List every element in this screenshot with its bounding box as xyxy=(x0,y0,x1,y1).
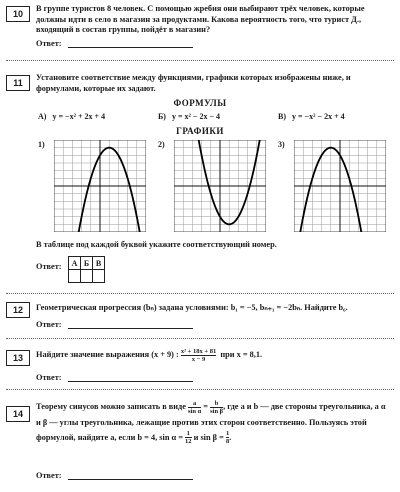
fraction-numerator: 1 xyxy=(225,430,230,438)
text-part-4: . xyxy=(229,432,232,442)
fraction-denominator: 12 xyxy=(185,438,192,446)
formula-b xyxy=(158,112,220,121)
formula-c xyxy=(278,112,345,121)
formula-label: Б) xyxy=(158,112,166,121)
task-text: Геометрическая прогрессия (bₙ) задана условиями: b₁ = −5, bₙ₊₁ = −2bₙ. Найдите b₆. xyxy=(36,303,348,312)
instruction: В таблице под каждой буквой укажите соответствующий номер. xyxy=(36,240,277,249)
answer-cell-a[interactable] xyxy=(69,270,81,283)
fraction-numerator: 1 xyxy=(186,430,190,438)
fraction xyxy=(181,348,216,363)
task-number: 11 xyxy=(6,75,30,91)
answer-field[interactable] xyxy=(36,471,193,480)
text-part-3: и sin β = xyxy=(193,432,224,442)
text-before: Найдите значение выражения (x + 9) : xyxy=(36,350,179,359)
answer-field[interactable] xyxy=(36,373,193,382)
answer-field[interactable] xyxy=(36,320,193,329)
fraction-denominator: 8 xyxy=(225,438,230,446)
answer-line[interactable] xyxy=(68,320,193,329)
text-part-1: Теорему синусов можно записать в виде xyxy=(36,402,186,411)
task-text: Теорему синусов можно записать в виде $\frac{a}{\text{sin α}}$ = $\frac{b}{\text{sin β}}$ , где a и b — две стороны треугольника, а α и β — углы треугольника, лежащие против этих сторон соответственно. Пользуясь этой формулой, найдите a, если b = 4, sin α = $\frac{1}{12}$ и sin β = $\frac{1}{8}$ . xyxy=(36,399,386,446)
fraction-b-sin-beta xyxy=(210,400,223,415)
answer-label: Ответ: xyxy=(36,471,62,480)
text-after: при x = 8,1. xyxy=(220,350,263,359)
graph-label-2: 2) xyxy=(158,140,165,149)
answer-line[interactable] xyxy=(68,471,193,480)
answer-label: Ответ: xyxy=(36,320,62,329)
table-header-b: Б xyxy=(81,257,93,270)
graph-label-1: 1) xyxy=(38,140,45,149)
graph-2 xyxy=(174,140,266,232)
separator xyxy=(6,60,394,61)
fraction-denominator: sin α xyxy=(188,407,202,415)
answer-cell-c[interactable] xyxy=(93,270,105,283)
answer-label: Ответ: xyxy=(36,39,62,48)
formula-label: А) xyxy=(38,112,47,121)
formula-expr: y = −x² + 2x + 4 xyxy=(52,112,106,121)
task-number: 13 xyxy=(6,350,30,366)
table-header-a: А xyxy=(69,257,81,270)
graphs-title: ГРАФИКИ xyxy=(176,126,224,136)
formula-expr: y = x² − 2x − 4 xyxy=(171,112,221,121)
separator xyxy=(6,338,394,339)
answer-field[interactable] xyxy=(36,39,193,48)
graph-3 xyxy=(294,140,386,232)
formula-label: В) xyxy=(278,112,286,121)
fraction-numerator: a xyxy=(188,400,201,408)
fraction-denominator: x − 9 xyxy=(191,355,206,363)
fraction-numerator: b xyxy=(210,400,223,408)
fraction-sin-alpha-value xyxy=(185,430,192,445)
answer-label: Ответ: xyxy=(36,262,62,271)
separator xyxy=(6,293,394,294)
formula-expr: y = −x² − 2x + 4 xyxy=(292,112,345,121)
graph-1 xyxy=(54,140,146,232)
formulas-title: ФОРМУЛЫ xyxy=(173,98,227,108)
formula-a xyxy=(38,112,105,121)
task-number: 10 xyxy=(6,6,30,22)
answer-table[interactable] xyxy=(68,256,105,283)
graph-label-3: 3) xyxy=(278,140,285,149)
task-text: Установите соответствие между функциями, графики которых изображены ниже, и формулами, которые их задают. xyxy=(36,73,351,93)
fraction-denominator: sin β xyxy=(210,407,224,415)
fraction-numerator: x² + 18x + 81 xyxy=(180,347,217,355)
answer-label: Ответ: xyxy=(36,373,62,382)
fraction-a-sin-alpha xyxy=(188,400,201,415)
table-header-c: В xyxy=(93,257,105,270)
answer-line[interactable] xyxy=(68,39,193,48)
text-part-2: , где a и b — две стороны треугольника, а α и β — углы треугольника, лежащие против этих сторон соответственно. Пользуясь этой формулой, найдите a, если b = 4, sin α = xyxy=(36,402,386,442)
task-number: 14 xyxy=(6,406,30,422)
task-number: 12 xyxy=(6,302,30,318)
task-text: В группе туристов 8 человек. С помощью жребия они выбирают трёх человек, которые должны идти в село в магазин за продуктами. Какова вероятность того, что турист Д., входящий в состав группы, пойдёт в магазин? xyxy=(36,4,365,34)
answer-cell-b[interactable] xyxy=(81,270,93,283)
task-text xyxy=(36,346,392,364)
answer-line[interactable] xyxy=(68,373,193,382)
separator xyxy=(6,389,394,390)
